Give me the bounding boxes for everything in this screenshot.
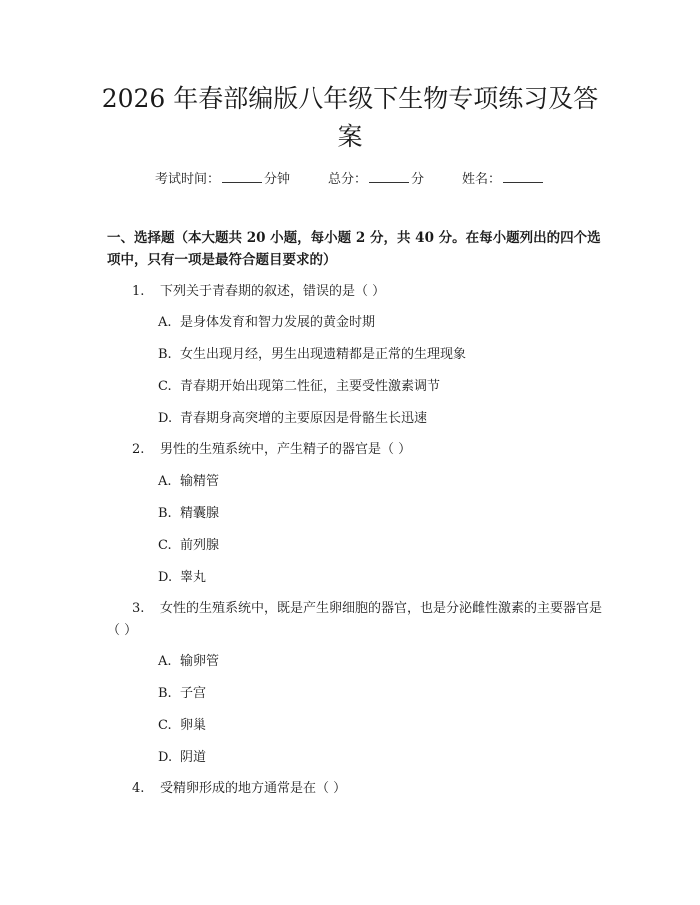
- option-2b: [158, 504, 219, 524]
- question-1: [132, 281, 602, 303]
- total-score-field: [328, 168, 424, 187]
- total-score-blank: [369, 170, 409, 183]
- exam-time-field: [155, 168, 290, 187]
- option-2c: [158, 536, 219, 556]
- total-score-unit: 分: [411, 172, 425, 187]
- option-2a: [158, 472, 219, 492]
- option-text: 阴道: [180, 750, 207, 765]
- option-letter: A.: [158, 315, 172, 330]
- question-text: 女性的生殖系统中，既是产生卵细胞的器官，也是分泌雌性激素的主要器官是（ ）: [107, 601, 603, 638]
- document-title: 2026 年春部编版八年级下生物专项练习及答案: [101, 84, 599, 151]
- option-text: 青春期开始出现第二性征，主要受性激素调节: [180, 379, 441, 394]
- option-letter: A.: [158, 654, 172, 669]
- option-1b: [158, 345, 466, 365]
- total-score-label: 总分：: [327, 172, 367, 187]
- question-text: 受精卵形成的地方通常是在（ ）: [160, 781, 347, 796]
- option-letter: D.: [158, 750, 173, 765]
- option-3d: [158, 748, 206, 768]
- question-text: 男性的生殖系统中，产生精子的器官是（ ）: [160, 442, 412, 457]
- option-1d: [158, 409, 427, 429]
- option-letter: C.: [158, 538, 172, 553]
- option-letter: B.: [158, 686, 172, 701]
- option-1c: [158, 377, 440, 397]
- question-number: 4.: [132, 781, 145, 796]
- option-letter: A.: [158, 474, 172, 489]
- section-heading: 一、选择题（本大题共 20 小题，每小题 2 分，共 40 分。在每小题列出的四个选项中，只有一项是最符合题目要求的）: [107, 230, 601, 268]
- option-1a: [158, 313, 375, 333]
- option-2d: [158, 568, 206, 588]
- question-4: [132, 778, 602, 800]
- exam-time-label: 考试时间：: [154, 172, 220, 187]
- option-text: 青春期身高突增的主要原因是骨骼生长迅速: [180, 411, 428, 426]
- question-number: 1.: [132, 284, 145, 299]
- question-number: 3.: [132, 601, 145, 616]
- question-text: 下列关于青春期的叙述，错误的是（ ）: [160, 284, 386, 299]
- option-letter: B.: [158, 347, 172, 362]
- option-3a: [158, 652, 219, 672]
- exam-info-line: [0, 168, 700, 187]
- exam-time-blank: [222, 170, 262, 183]
- option-letter: D.: [158, 411, 173, 426]
- question-2: [132, 439, 602, 461]
- option-text: 输精管: [180, 474, 220, 489]
- option-letter: C.: [158, 718, 172, 733]
- student-name-label: 姓名：: [462, 172, 502, 187]
- question-number: 2.: [132, 442, 145, 457]
- option-text: 精囊腺: [180, 506, 220, 521]
- student-name-field: [462, 168, 545, 187]
- option-text: 前列腺: [180, 538, 220, 553]
- question-3: [107, 598, 607, 642]
- option-3b: [158, 684, 206, 704]
- option-text: 卵巢: [180, 718, 207, 733]
- option-letter: B.: [158, 506, 172, 521]
- option-text: 是身体发育和智力发展的黄金时期: [180, 315, 376, 330]
- option-text: 子宫: [180, 686, 207, 701]
- option-letter: C.: [158, 379, 172, 394]
- option-text: 女生出现月经，男生出现遗精都是正常的生理现象: [180, 347, 467, 362]
- option-3c: [158, 716, 206, 736]
- option-text: 输卵管: [180, 654, 220, 669]
- student-name-blank: [503, 170, 543, 183]
- option-letter: D.: [158, 570, 173, 585]
- exam-time-unit: 分钟: [263, 172, 290, 187]
- option-text: 睾丸: [180, 570, 207, 585]
